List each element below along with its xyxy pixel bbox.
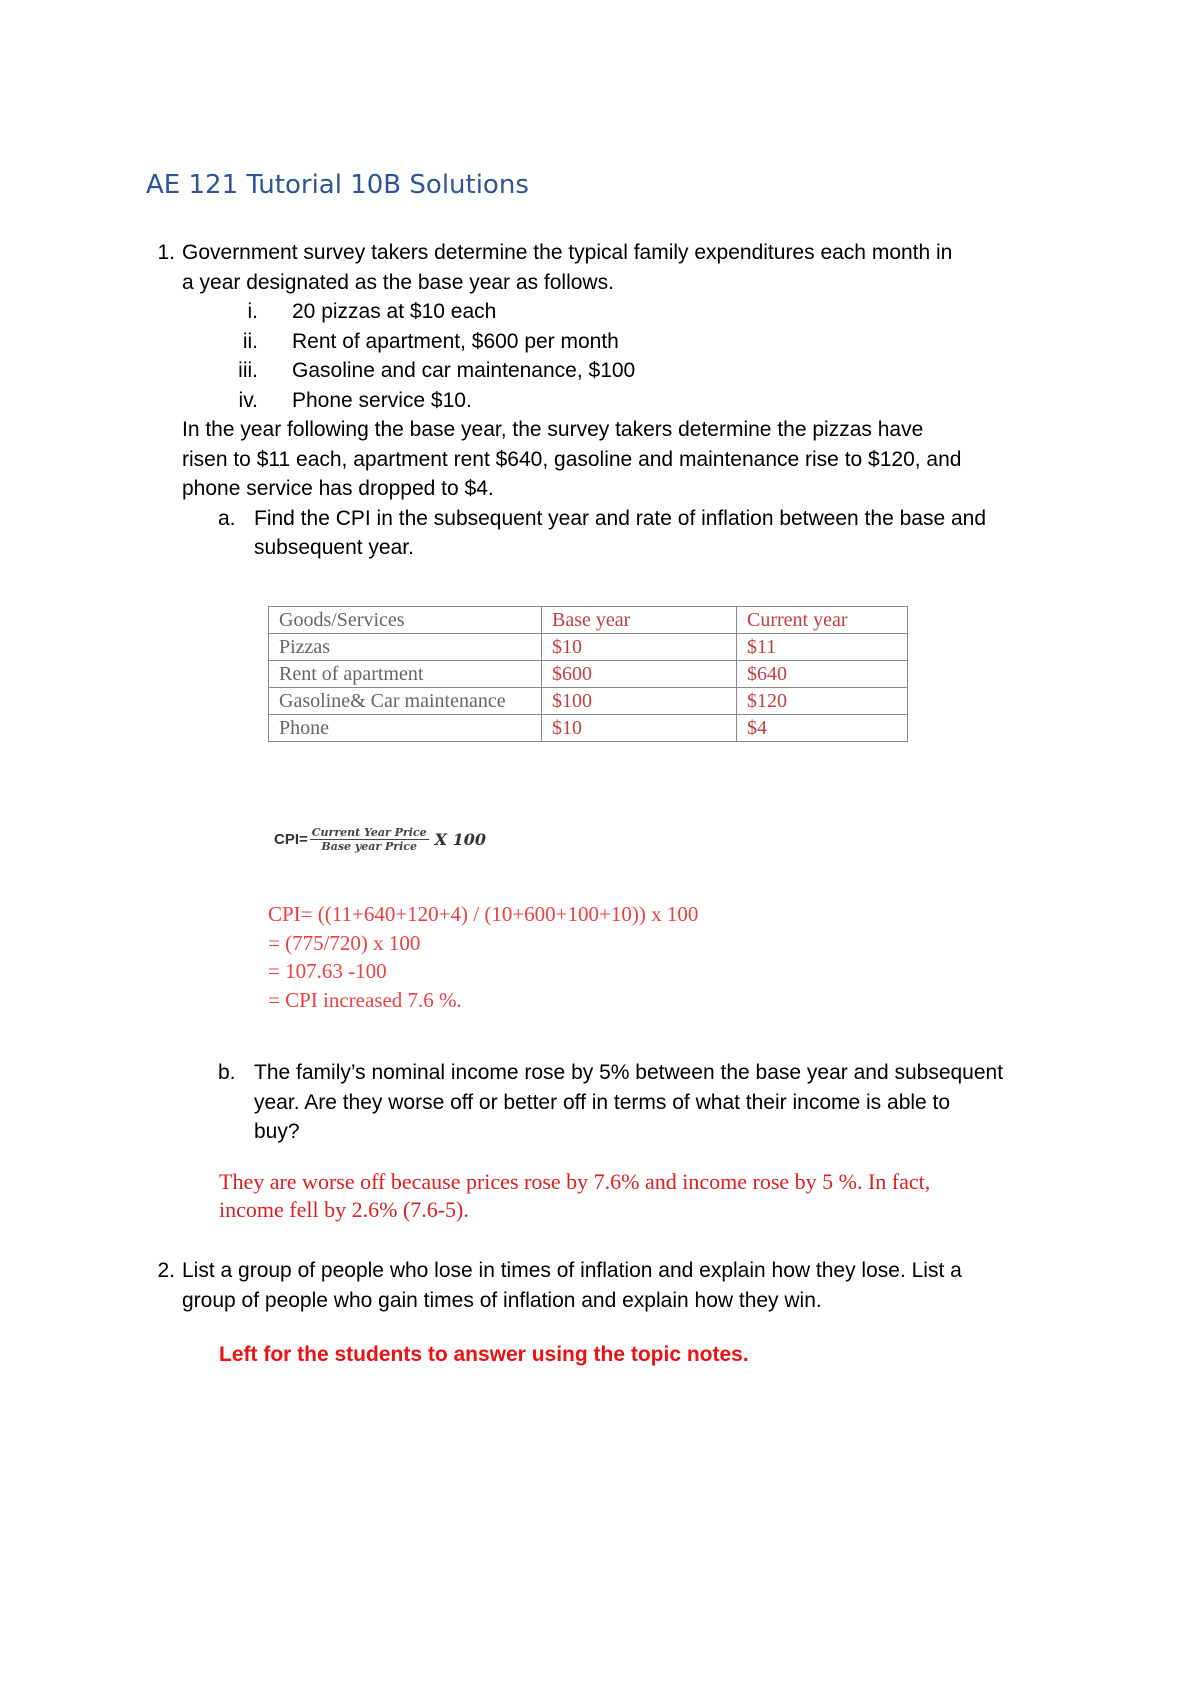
question-1 [157,238,1062,563]
table-row [269,661,908,688]
sub-question-letter: a. [218,506,236,530]
question-1-number: 1. [157,241,175,264]
table-cell: Phone [269,715,542,742]
calc-line: CPI= ((11+640+120+4) / (10+600+100+10)) x 100 [268,902,699,926]
calc-line: = (775/720) x 100 [268,930,421,955]
price-table [268,606,908,742]
table-row [269,715,908,742]
table-cell: Gasoline& Car maintenance [269,688,542,715]
question-1-line: phone service has dropped to $4. [182,477,494,500]
table-header: Goods/Services [269,607,542,634]
table-cell: $640 [737,661,908,688]
table-cell: Pizzas [269,634,542,661]
sub-question-a [182,504,1062,563]
question-2 [157,1256,1062,1315]
question-1-intro [157,238,1062,297]
table-cell: $10 [542,715,737,742]
answer-b [219,1168,1059,1224]
list-item-text: Rent of apartment, $600 per month [292,329,619,353]
calc-line: = 107.63 -100 [268,959,387,983]
answer-2: Left for the students to answer using the topic notes. [219,1343,749,1366]
table-cell: $10 [542,634,737,661]
expenditure-list [182,297,1062,415]
formula-denominator: Base year Price [321,840,417,853]
formula-multiplier: X 100 [434,830,486,849]
table-row [269,688,908,715]
table-header: Base year [542,607,737,634]
list-item-number: ii. [242,329,258,353]
list-item [182,356,1062,386]
list-item [182,297,1062,327]
list-item-number: iv. [238,388,258,412]
list-item-text: Phone service $10. [292,388,472,412]
sub-question-b [182,1058,1062,1147]
formula-numerator: Current Year Price [311,826,427,839]
table-header: Current year [737,607,908,634]
calc-line: = CPI increased 7.6 %. [268,987,462,1012]
question-1-line: Government survey takers determine the typical family expenditures each month in [182,241,953,264]
sub-question-line: year. Are they worse off or better off in terms of what their income is able to [254,1090,951,1114]
table-cell: $11 [737,634,908,661]
answer-line: income fell by 2.6% (7.6-5). [219,1197,469,1222]
list-item-text: 20 pizzas at $10 each [292,300,497,323]
answer-line: They are worse off because prices rose by 7.6% and income rose by 5 %. In fact, [219,1169,931,1194]
table-cell: $4 [737,715,908,742]
list-item-number: i. [247,300,258,323]
question-1-line: risen to $11 each, apartment rent $640, gasoline and maintenance rise to $120, and [182,447,962,471]
question-1-line: In the year following the base year, the survey takers determine the pizzas have [182,418,924,441]
sub-question-line: buy? [254,1120,300,1143]
question-2-line: List a group of people who lose in times of inflation and explain how they lose. List a [182,1259,962,1282]
list-item [182,327,1062,357]
question-2-number: 2. [157,1259,175,1282]
formula-fraction [310,826,429,853]
page-title: AE 121 Tutorial 10B Solutions [146,170,529,200]
sub-question-line: subsequent year. [254,536,414,559]
table-cell: Rent of apartment [269,661,542,688]
table-header-row [269,607,908,634]
question-2-line: group of people who gain times of inflation and explain how they win. [182,1288,822,1312]
cpi-calculation [268,900,698,1014]
sub-question-letter: b. [218,1061,236,1084]
question-2-body [157,1256,1062,1315]
table-cell: $600 [542,661,737,688]
formula-label: CPI= [274,831,308,848]
table-cell: $100 [542,688,737,715]
list-item-text: Gasoline and car maintenance, $100 [292,359,636,382]
list-item-number: iii. [238,359,258,382]
sub-question-line: Find the CPI in the subsequent year and rate of inflation between the base and [254,506,986,530]
table-row [269,634,908,661]
question-1-line: a year designated as the base year as follows. [182,270,614,294]
list-item [182,386,1062,416]
sub-question-b-body [182,1058,1062,1147]
question-1-followup [182,415,1062,504]
sub-question-line: The family’s nominal income rose by 5% between the base year and subsequent [254,1061,1004,1084]
table-cell: $120 [737,688,908,715]
cpi-formula [274,826,486,853]
